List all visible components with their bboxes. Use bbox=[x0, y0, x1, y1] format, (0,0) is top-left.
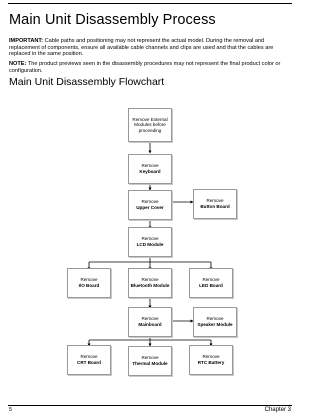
flow-step-crt-board bbox=[67, 345, 111, 375]
step-item: Speaker Module bbox=[197, 322, 233, 327]
footer-rule bbox=[8, 405, 292, 406]
flow-step-upper-cover bbox=[128, 190, 172, 220]
step-item: I/O Board bbox=[78, 283, 100, 288]
step-action: Remove bbox=[206, 198, 224, 204]
flow-step-mainboard bbox=[128, 307, 172, 337]
flow-step-button-board bbox=[193, 189, 237, 219]
step-item: LCD Module bbox=[136, 242, 164, 247]
step-item: Button Board bbox=[200, 204, 230, 209]
step-text-line-3: proceeding bbox=[138, 127, 162, 133]
important-text: Cable paths and positioning may not represent the actual model. During the removal and replacement of components, ensure all available cable channels and clips are used and that the cables are replaced in the same position. bbox=[9, 38, 274, 58]
flow-step-io-board bbox=[67, 268, 111, 298]
flow-step-thermal-module bbox=[128, 346, 172, 376]
step-item: LED Board bbox=[199, 283, 223, 288]
flow-step-led-board bbox=[189, 268, 233, 298]
page-title: Main Unit Disassembly Process bbox=[9, 12, 216, 28]
flow-step-remove-external-modules bbox=[128, 108, 172, 142]
step-item: Keyboard bbox=[139, 169, 161, 174]
note-text: The product previews seen in the disassembly procedures may not represent the final product color or configuration. bbox=[9, 61, 281, 74]
step-action: Remove bbox=[141, 316, 159, 322]
step-text-line-1: Remove External bbox=[132, 116, 168, 122]
chapter-label: Chapter 3 bbox=[264, 407, 291, 413]
step-item: Mainboard bbox=[138, 322, 162, 327]
step-action: Remove bbox=[80, 277, 98, 283]
flow-step-speaker-module bbox=[193, 307, 237, 337]
flow-step-lcd-module bbox=[128, 227, 172, 257]
step-action: Remove bbox=[202, 354, 220, 360]
step-item: Upper Cover bbox=[136, 205, 164, 210]
step-action: Remove bbox=[202, 277, 220, 283]
step-action: Remove bbox=[80, 354, 98, 360]
flow-step-bluetooth-module bbox=[128, 268, 172, 298]
step-action: Remove bbox=[141, 199, 159, 205]
step-item: CRT Board bbox=[77, 360, 101, 365]
note-label: NOTE: bbox=[9, 61, 27, 67]
page-number: 5 bbox=[9, 407, 13, 413]
step-item: RTC Battery bbox=[197, 360, 225, 365]
step-action: Remove bbox=[141, 236, 159, 242]
step-action: Remove bbox=[141, 163, 159, 169]
important-label: IMPORTANT: bbox=[9, 38, 44, 44]
step-text-line-2: Modules before bbox=[134, 122, 166, 128]
step-action: Remove bbox=[141, 355, 159, 361]
step-item: Bluetooth Module bbox=[130, 283, 170, 288]
step-action: Remove bbox=[206, 316, 224, 322]
flow-step-keyboard bbox=[128, 154, 172, 184]
step-item: Thermal Module bbox=[132, 361, 168, 366]
section-title: Main Unit Disassembly Flowchart bbox=[9, 76, 165, 88]
flow-step-rtc-battery bbox=[189, 345, 233, 375]
step-action: Remove bbox=[141, 277, 159, 283]
